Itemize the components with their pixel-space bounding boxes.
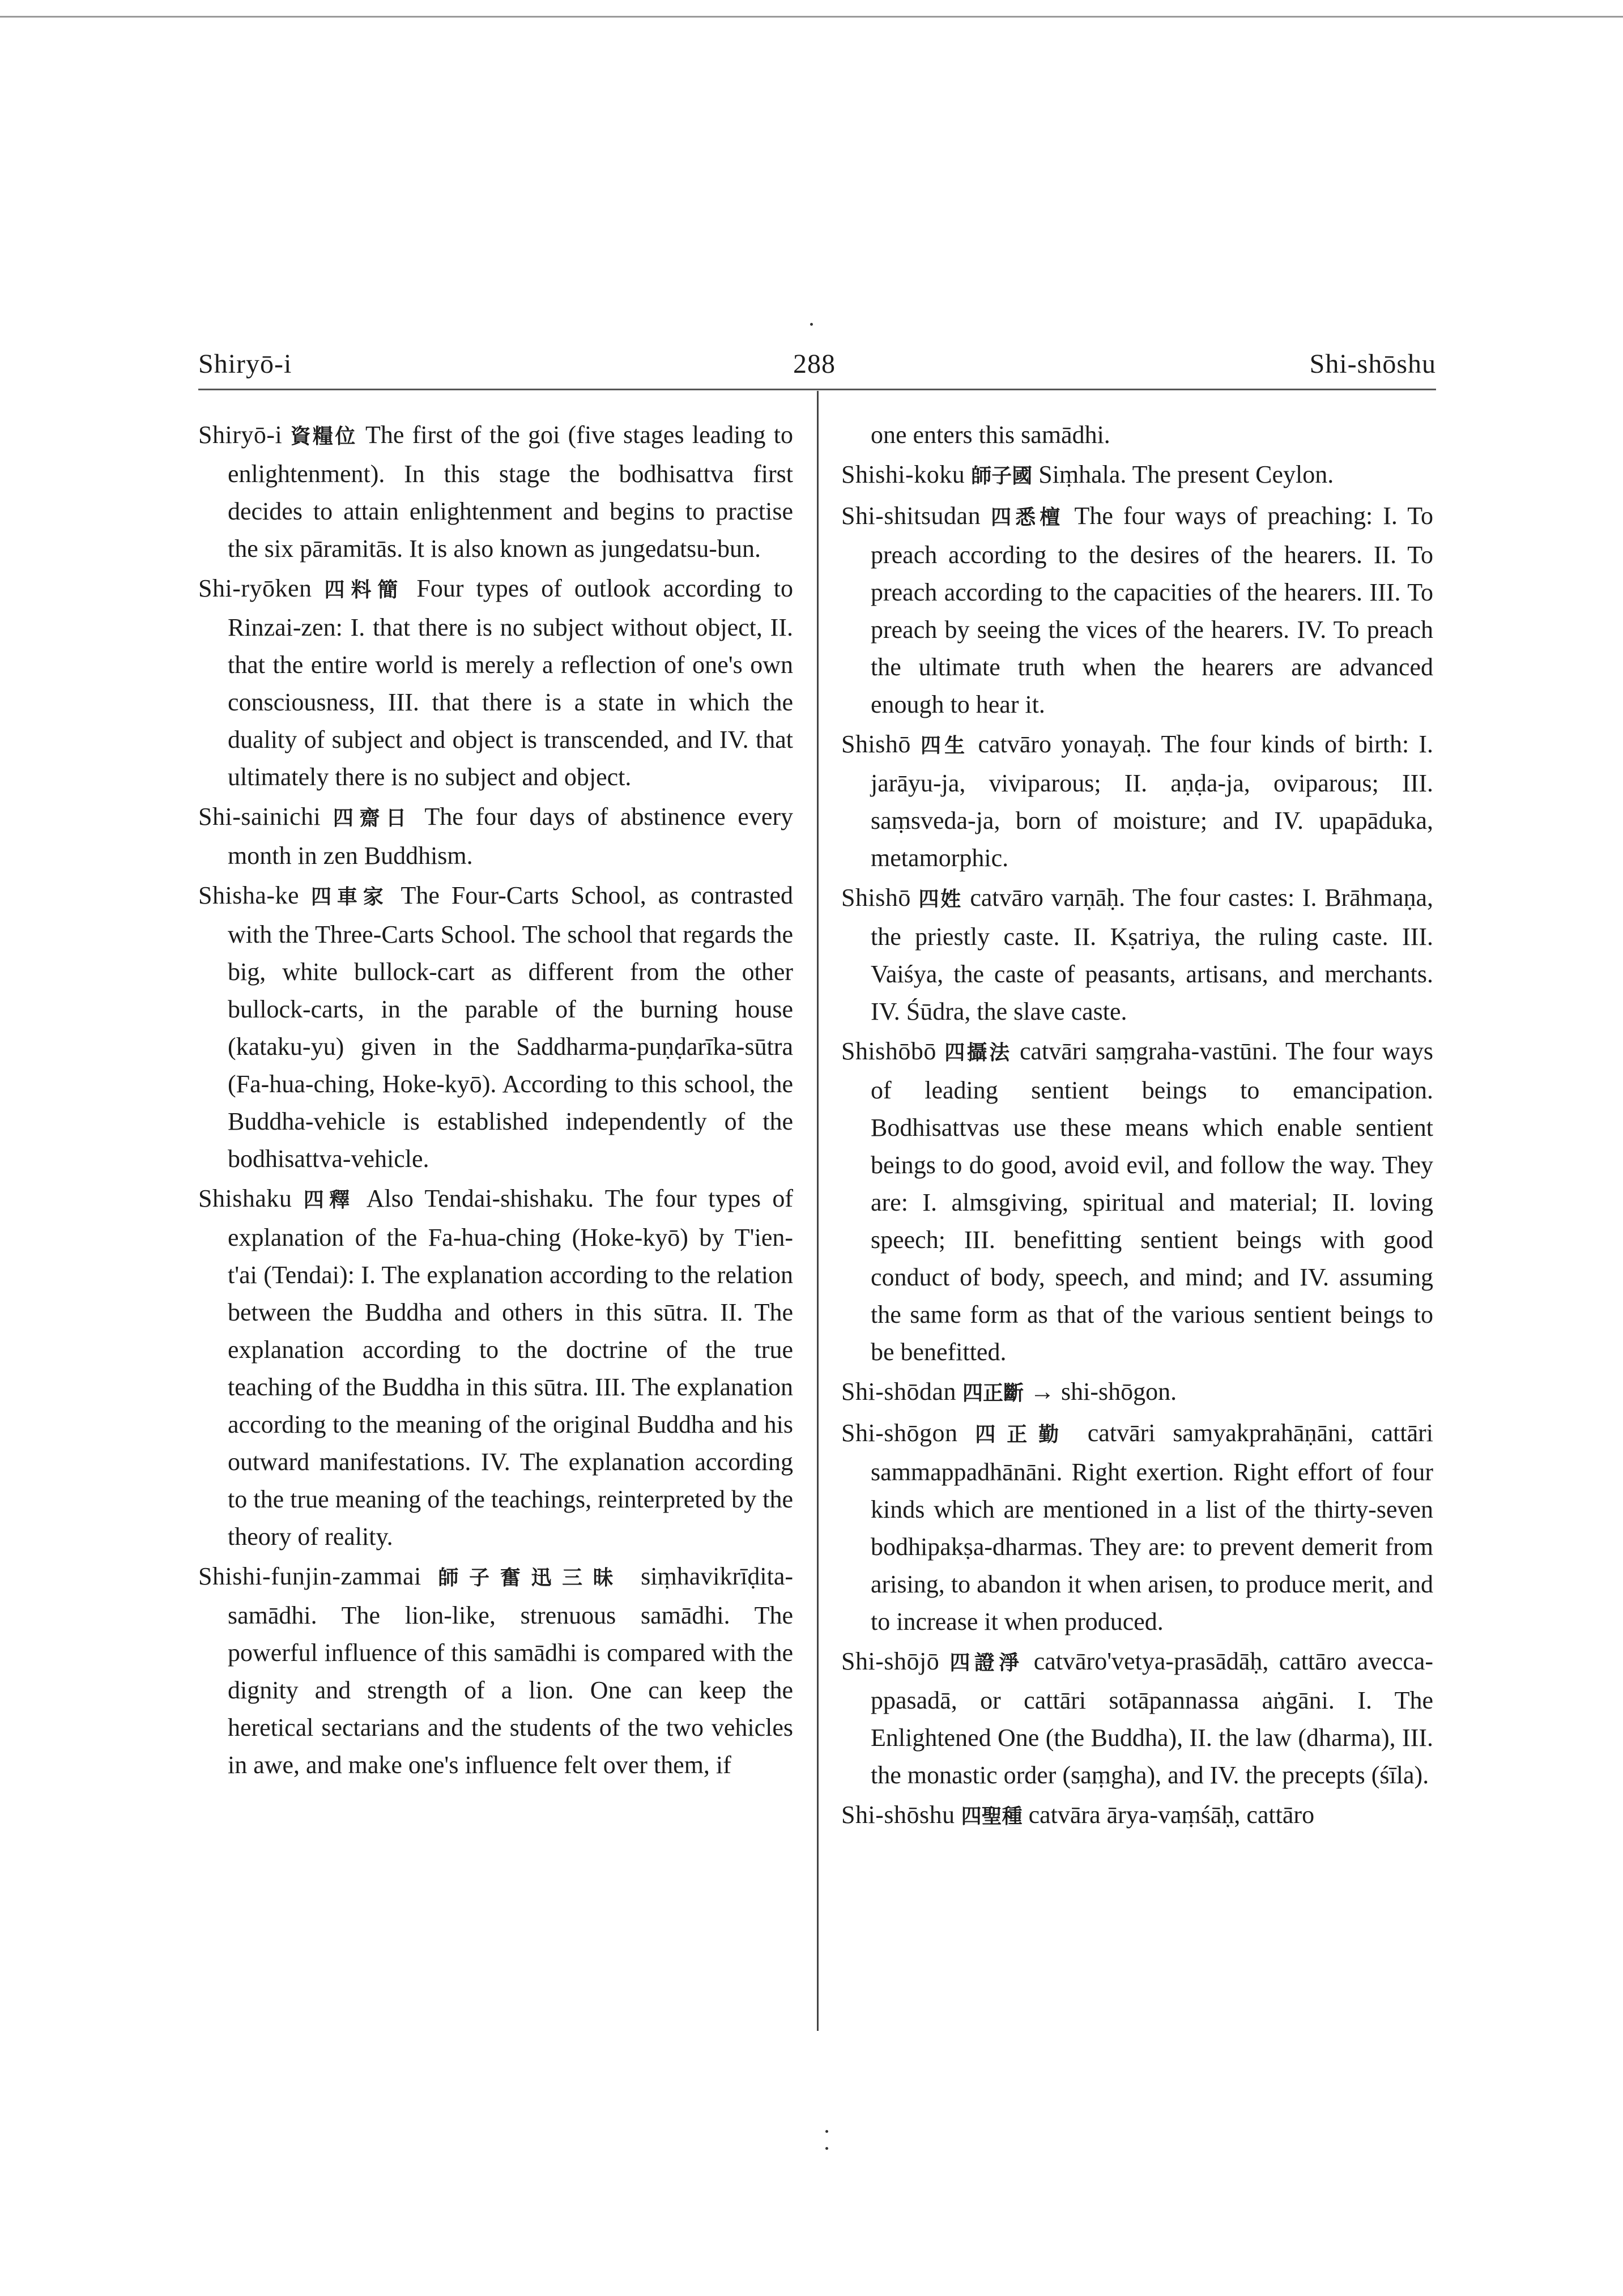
header-rule	[198, 389, 1436, 390]
entry-kanji: 師子國	[971, 465, 1033, 488]
dictionary-entry	[198, 798, 793, 875]
entry-definition: one enters this samādhi.	[871, 421, 1110, 449]
entry-kanji: 四悉檀	[991, 506, 1064, 529]
entry-definition: → shi-shōgon.	[1030, 1378, 1177, 1405]
entry-headword: Shishō	[841, 884, 911, 911]
dictionary-entry	[841, 497, 1433, 723]
entry-kanji: 四齋日	[333, 807, 412, 830]
dictionary-entry	[841, 1373, 1433, 1412]
dictionary-entry	[198, 1180, 793, 1556]
entry-kanji: 四釋	[303, 1189, 355, 1212]
dictionary-entry	[841, 726, 1433, 877]
entry-headword: Shi-shōshu	[841, 1801, 955, 1829]
dictionary-entry	[198, 877, 793, 1178]
entry-kanji: 四證淨	[949, 1651, 1024, 1675]
entry-kanji: 四攝法	[944, 1041, 1012, 1064]
dictionary-entry	[841, 879, 1433, 1030]
entry-definition: catvāro varṇāḥ. The four castes: I. Brāhmaṇa, the priestly caste. II. Kṣatriya, the ruling caste. III. Vaiśya, the caste of peasants, artisans, and merchants. IV. Śūdra, the slave caste.	[871, 884, 1434, 1025]
entry-headword: Shi-ryōken	[198, 574, 312, 602]
entry-headword: Shishōbō	[841, 1037, 936, 1065]
entry-kanji: 四車家	[310, 885, 389, 909]
entry-kanji: 四生	[921, 734, 969, 757]
entry-headword: Shi-shōjō	[841, 1647, 940, 1675]
entry-definition: The four days of abstinence every month in zen Buddhism.	[228, 803, 794, 870]
dictionary-entry	[841, 456, 1433, 495]
page-number: 288	[793, 349, 836, 379]
entry-definition: catvāro yonayaḥ. The four kinds of birth: I. jarāyu-ja, viviparous; II. aṇḍa-ja, oviparous; III. saṃsveda-ja, born of moisture; and IV. upapāduka, metamorphic.	[871, 730, 1434, 872]
entry-kanji: 四聖種	[961, 1805, 1023, 1828]
dictionary-entry	[841, 1033, 1433, 1371]
entry-definition: Also Tendai-shishaku. The four types of explanation of the Fa-hua-ching (Hoke-kyō) by T'ien-t'ai (Tendai): I. The explanation according to the relation between the Buddha and others in this sūtra. II. The explanation according to the doctrine of the true teaching of the Buddha in this sūtra. III. The explanation according to the meaning of the original Buddha and his outward manifestations. IV. The explanation according to the true meaning of the teachings, reinterpreted by the theory of reality.	[228, 1185, 794, 1550]
entry-definition: The Four-Carts School, as contrasted with the Three-Carts School. The school that regards the big, white bullock-cart as different from the other bullock-carts, in the parable of the burning house (kataku-yu) given in the Saddharma-puṇḍarīka-sūtra (Fa-hua-ching, Hoke-kyō). According to this school, the Buddha-vehicle is established independently of the bodhisattva-vehicle.	[228, 881, 794, 1173]
entry-definition: The first of the goi (five stages leading to enlightenment). In this stage the bodhisattva first decides to attain enlightenment and begins to practise the six pāramitās. It is also known as jungedatsu-bun.	[228, 421, 794, 563]
entry-headword: Shishō	[841, 730, 911, 758]
scan-top-edge	[0, 16, 1623, 18]
scan-speck	[825, 2130, 828, 2133]
scan-speck	[810, 323, 813, 326]
entry-kanji: 四姓	[918, 888, 962, 911]
entry-headword: Shi-shōgon	[841, 1419, 958, 1447]
entry-definition: catvāra ārya-vaṃśāḥ, cattāro	[1028, 1801, 1315, 1829]
dictionary-entry	[841, 1796, 1433, 1835]
scan-speck	[825, 2147, 828, 2150]
entry-definition: catvāri saṃgraha-vastūni. The four ways of leading sentient beings to emancipation. Bodhisattvas use these means which enable sentient beings to do good, avoid evil, and follow the way. They are: I. almsgiving, spiritual and material; II. loving speech; III. benefitting sentient beings with good conduct of body, speech, and mind; and IV. assuming the same form as that of the various sentient beings to be benefitted.	[871, 1037, 1433, 1366]
entry-headword: Shisha-ke	[198, 881, 300, 909]
column-divider	[817, 391, 819, 2031]
entry-headword: Shishi-koku	[841, 461, 965, 488]
entry-kanji: 師子奮迅三昧	[438, 1566, 624, 1590]
right-column	[841, 416, 1433, 1838]
entry-definition: siṃhavikrīḍita-samādhi. The lion-like, strenuous samādhi. The powerful influence of this samādhi is compared with the dignity and strength of a lion. One can keep the heretical sectarians and the students of the two vehicles in awe, and make one's influence felt over them, if	[228, 1562, 794, 1779]
dictionary-entry	[198, 570, 793, 796]
running-head-right: Shi-shōshu	[1309, 349, 1436, 379]
entry-definition: The four ways of preaching: I. To preach according to the desires of the hearers. II. To preach according to the capacities of the hearers. III. To preach by seeing the vices of the hearers. IV. To preach the ultimate truth when the hearers are advanced enough to hear it.	[871, 502, 1434, 718]
entry-headword: Shi-sainichi	[198, 803, 321, 830]
entry-definition: catvāro'vetya-prasādāḥ, cattāro avecca-ppasadā, or cattāri sotāpannassa aṅgāni. I. The Enlightened One (the Buddha), II. the law (dharma), III. the monastic order (saṃgha), and IV. the precepts (śīla).	[871, 1647, 1434, 1789]
entry-headword: Shishi-funjin-zammai	[198, 1562, 421, 1590]
entry-kanji: 四正勤	[975, 1423, 1070, 1446]
entry-kanji: 四料簡	[324, 578, 404, 602]
entry-headword: Shiryō-i	[198, 421, 283, 449]
entry-headword: Shishaku	[198, 1185, 292, 1212]
dictionary-entry	[198, 416, 793, 568]
entry-kanji: 四正斷	[962, 1382, 1024, 1405]
dictionary-entry	[198, 1558, 793, 1784]
entry-continuation	[841, 416, 1433, 454]
entry-definition: Siṃhala. The present Ceylon.	[1038, 461, 1334, 488]
left-column	[198, 416, 793, 1786]
entry-kanji: 資糧位	[290, 425, 357, 448]
entry-headword: Shi-shitsudan	[841, 502, 981, 530]
dictionary-entry	[841, 1643, 1433, 1794]
entry-headword: Shi-shōdan	[841, 1378, 956, 1405]
entry-definition: Four types of outlook according to Rinzai-zen: I. that there is no subject without object, II. that the entire world is merely a reflection of one's own consciousness, III. that there is a state in which the duality of subject and object is transcended, and IV. that ultimately there is no subject and object.	[228, 574, 793, 791]
dictionary-entry	[841, 1415, 1433, 1641]
entry-definition: catvāri samyakprahāṇāni, cattāri sammappadhānāni. Right exertion. Right effort of four kinds which are mentioned in a list of the thirty-seven bodhipakṣa-dharmas. They are: to prevent demerit from arising, to abandon it when arisen, to produce merit, and to increase it when produced.	[871, 1419, 1433, 1635]
running-head-left: Shiryō-i	[198, 349, 292, 379]
